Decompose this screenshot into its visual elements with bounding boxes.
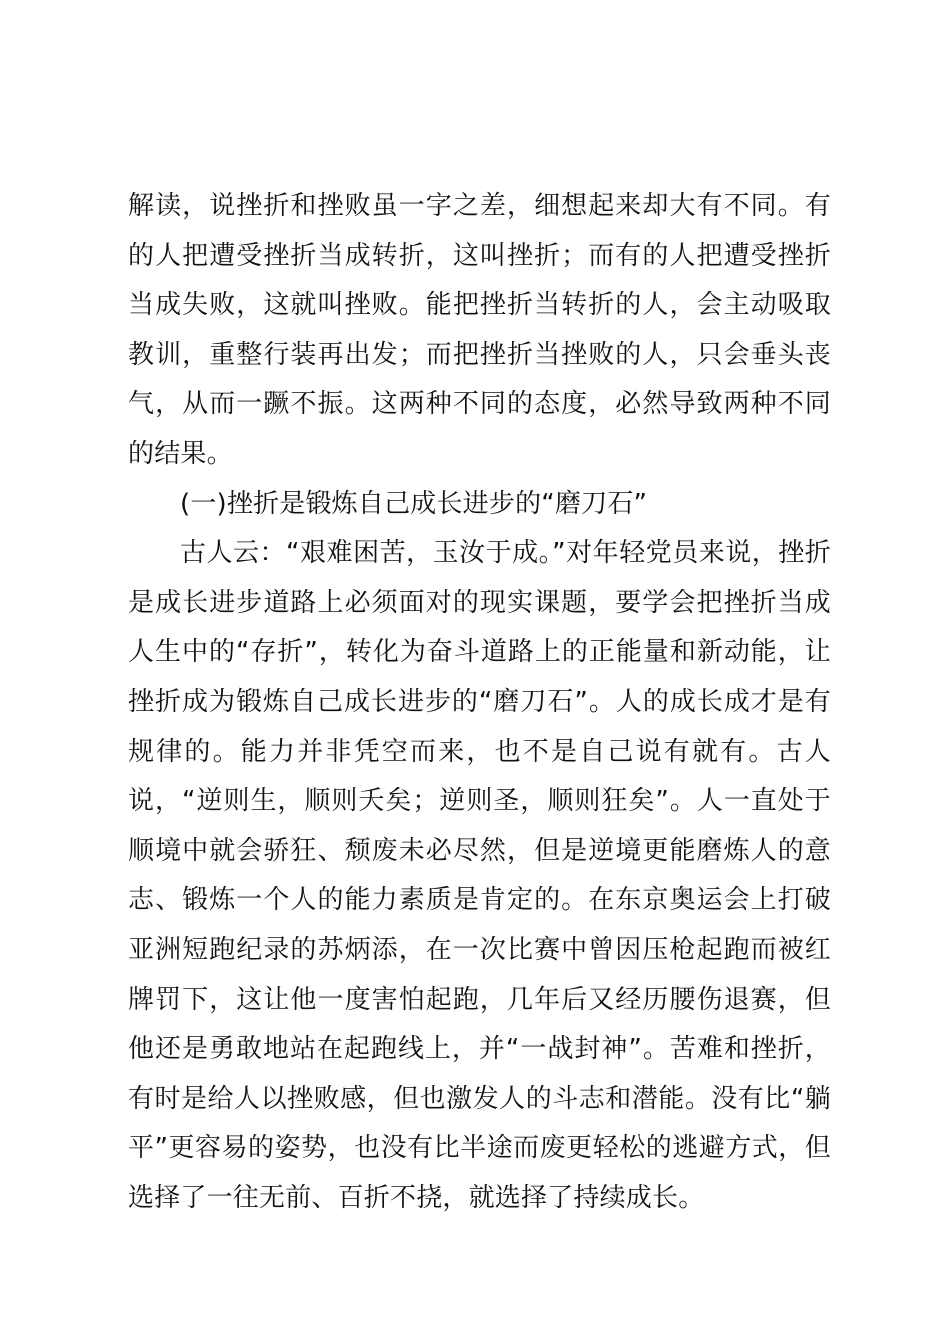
section-heading: (一)挫折是锻炼自己成长进步的“磨刀石”: [180, 488, 648, 519]
paragraph-body: 古人云：“艰难困苦，玉汝于成。”对年轻党员来说，挫折是成长进步道路上必须面对的现实课题，要学会把挫折当成人生中的“存折”，转化为奋斗道路上的正能量和新动能，让挫折成为锻炼自己成长进步的“磨刀石”。人的成长成才是有规律的。能力并非凭空而来，也不是自己说有就有。古人说，“逆则生，顺则夭矣；逆则圣，顺则狂矣”。人一直处于顺境中就会骄狂、颓废未必尽然，但是逆境更能磨炼人的意志、锻炼一个人的能力素质是肯定的。在东京奥运会上打破亚洲短跑纪录的苏炳添，在一次比赛中曾因压枪起跑而被红牌罚下，这让他一度害怕起跑，几年后又经历腰伤退赛，但他还是勇敢地站在起跑线上，并“一战封神”。苦难和挫折，有时是给人以挫败感，但也激发人的斗志和潜能。没有比“躺平”更容易的姿势，也没有比半途而废更轻松的逃避方式，但选择了一往无前、百折不挠，就选择了持续成长。: [128, 538, 831, 1213]
paragraph-continued: 解读，说挫折和挫败虽一字之差，细想起来却大有不同。有的人把遭受挫折当成转折，这叫挫折；而有的人把遭受挫折当成失败，这就叫挫败。能把挫折当转折的人，会主动吸取教训，重整行装再出发；而把挫折当挫败的人，只会垂头丧气，从而一蹶不振。这两种不同的态度，必然导致两种不同的结果。: [128, 191, 831, 469]
document-body: [128, 182, 831, 1223]
